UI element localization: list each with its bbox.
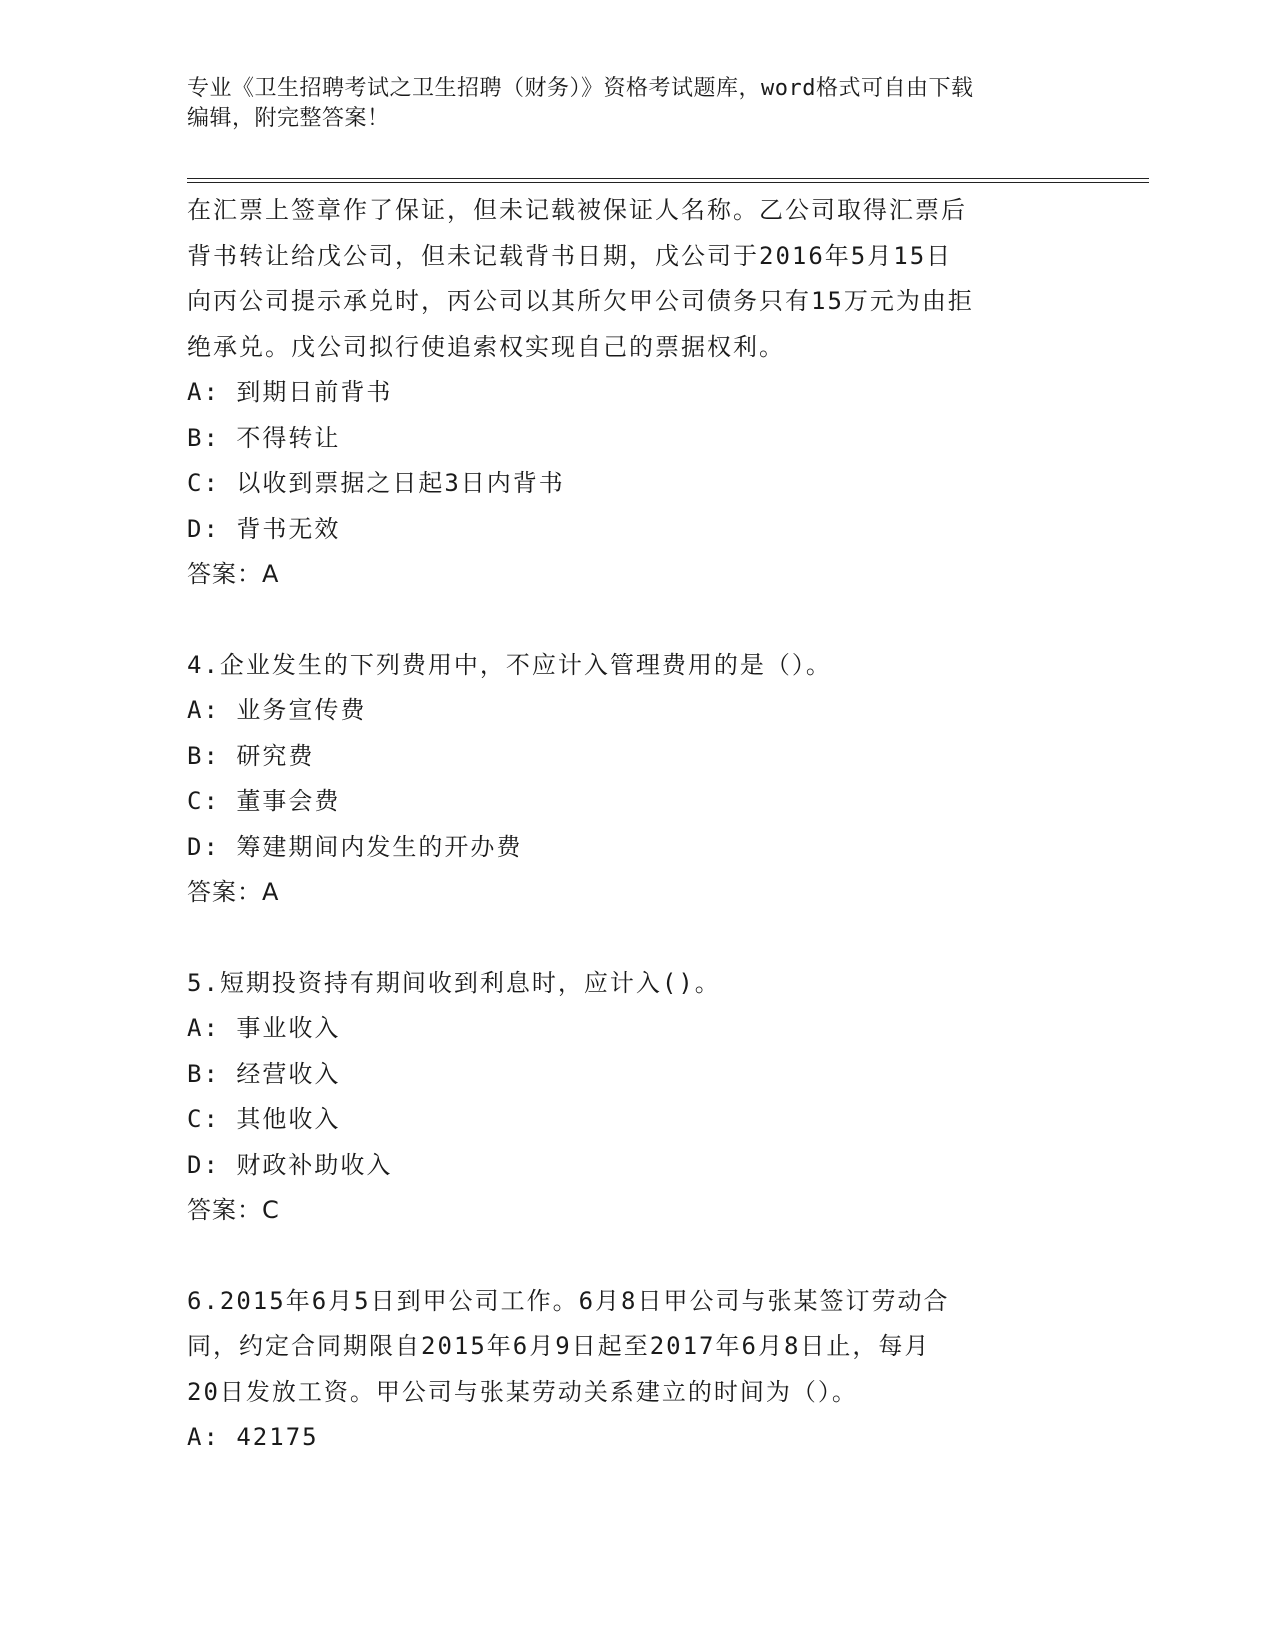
header-line-2: 编辑，附完整答案！ <box>187 106 390 131</box>
question-text-line: 绝承兑。戊公司拟行使追索权实现自己的票据权利。 <box>187 332 785 361</box>
option-b: B: 研究费 <box>187 741 315 770</box>
question-5 <box>187 961 1087 1234</box>
answer: 答案：A <box>187 560 280 588</box>
answer: 答案：A <box>187 878 280 906</box>
option-a: A: 到期日前背书 <box>187 378 393 406</box>
option-d: D: 筹建期间内发生的开办费 <box>187 832 523 861</box>
question-6 <box>187 1279 1087 1461</box>
option-b: B: 经营收入 <box>187 1059 341 1088</box>
spacer <box>187 1234 1087 1279</box>
answer: 答案：C <box>187 1196 280 1224</box>
question-text-line: 同，约定合同期限自2015年6月9日起至2017年6月8日止，每月 <box>187 1332 931 1360</box>
question-text-line: 背书转让给戊公司，但未记载背书日期，戊公司于2016年5月15日 <box>187 241 953 270</box>
question-4 <box>187 643 1087 916</box>
question-text-line: 向丙公司提示承兑时，丙公司以其所欠甲公司债务只有15万元为由拒 <box>187 287 974 315</box>
option-a: A: 42175 <box>187 1423 319 1451</box>
spacer <box>187 598 1087 643</box>
document-body <box>187 188 1087 1461</box>
header-divider <box>187 178 1149 183</box>
header-line-1: 专业《卫生招聘考试之卫生招聘（财务）》资格考试题库，word格式可自由下载 <box>187 76 974 101</box>
option-a: A: 事业收入 <box>187 1014 341 1042</box>
option-c: C: 其他收入 <box>187 1105 341 1133</box>
question-text-line: 4.企业发生的下列费用中，不应计入管理费用的是（）。 <box>187 650 832 679</box>
option-d: D: 背书无效 <box>187 514 341 543</box>
question-text-line: 5.短期投资持有期间收到利息时，应计入()。 <box>187 968 721 997</box>
question-text-line: 在汇票上签章作了保证，但未记载被保证人名称。乙公司取得汇票后 <box>187 196 967 224</box>
page-header <box>187 74 1087 134</box>
question-text-line: 6.2015年6月5日到甲公司工作。6月8日甲公司与张某签订劳动合 <box>187 1286 950 1315</box>
option-d: D: 财政补助收入 <box>187 1150 393 1179</box>
question-text-line: 20日发放工资。甲公司与张某劳动关系建立的时间为（）。 <box>187 1377 858 1406</box>
option-c: C: 以收到票据之日起3日内背书 <box>187 469 565 497</box>
option-c: C: 董事会费 <box>187 787 341 815</box>
option-a: A: 业务宣传费 <box>187 696 367 724</box>
option-b: B: 不得转让 <box>187 423 341 452</box>
question-3 <box>187 188 1087 598</box>
spacer <box>187 916 1087 961</box>
